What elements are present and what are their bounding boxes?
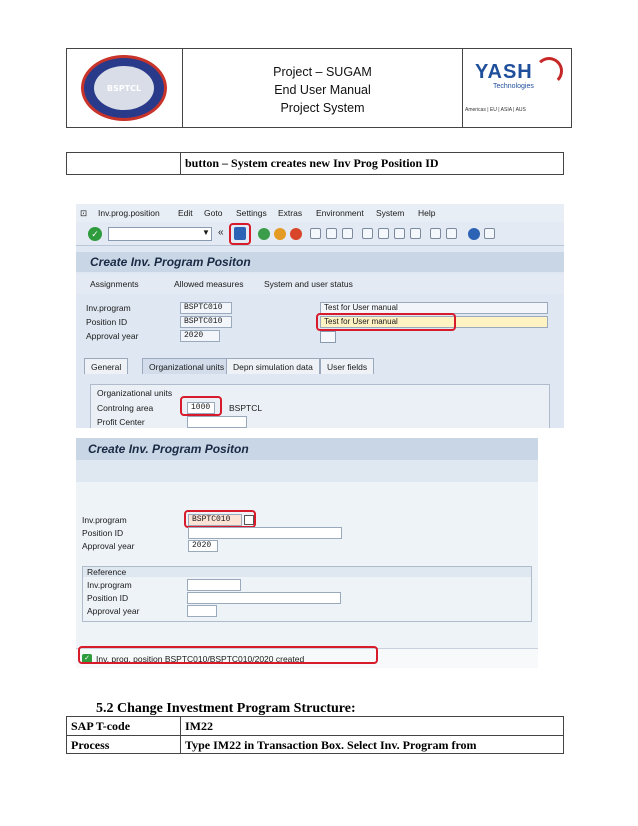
command-dropdown-icon[interactable]: ▼ <box>202 228 210 237</box>
inv-program-highlight <box>184 510 256 528</box>
section-heading: 5.2 Change Investment Program Structure: <box>96 701 356 716</box>
assignments-button[interactable]: Assignments <box>90 279 139 289</box>
tab-user-fields[interactable]: User fields <box>320 358 374 374</box>
menu-system[interactable]: System <box>376 208 405 218</box>
find-icon[interactable] <box>326 228 337 239</box>
row-key: Process <box>71 738 110 752</box>
ref-position-id-field[interactable] <box>187 592 341 604</box>
table-row <box>67 717 563 735</box>
yash-logo-regions: Americas | EU | ASIA | AUS <box>465 107 526 113</box>
shortcut-icon[interactable] <box>446 228 457 239</box>
menu-help[interactable]: Help <box>418 208 436 218</box>
previous-page-icon[interactable] <box>378 228 389 239</box>
tab-depn-simulation[interactable]: Depn simulation data <box>226 358 320 374</box>
status-message: Inv. prog. position BSPTC010/BSPTC010/2020 created <box>96 654 305 664</box>
menu-extras[interactable]: Extras <box>278 208 303 218</box>
menu-settings[interactable]: Settings <box>236 208 267 218</box>
status-highlight <box>78 646 378 664</box>
approval-year-label: Approval year <box>82 541 135 551</box>
controlling-area-text: BSPTCL <box>229 403 263 413</box>
org-units-group <box>90 384 550 428</box>
application-toolbar <box>76 274 564 294</box>
next-page-icon[interactable] <box>394 228 405 239</box>
last-page-icon[interactable] <box>410 228 421 239</box>
yash-logo-sub: Technologies <box>493 83 534 90</box>
layout-icon[interactable] <box>484 228 495 239</box>
system-user-status-button[interactable]: System and user status <box>264 279 353 289</box>
ref-approval-year-label: Approval year <box>87 606 140 616</box>
header-title-cell <box>183 49 463 127</box>
header-title-line3: Project System <box>280 101 365 115</box>
profit-center-field[interactable] <box>187 416 247 428</box>
controlling-area-field[interactable]: 1000 <box>187 402 215 414</box>
reference-group <box>82 566 532 622</box>
cancel-icon[interactable] <box>290 228 302 240</box>
ref-approval-year-field[interactable] <box>187 605 217 617</box>
tab-general[interactable]: General <box>84 358 128 374</box>
help-icon[interactable] <box>468 228 480 240</box>
position-id-label: Position ID <box>82 528 124 538</box>
yash-logo-arc <box>535 57 563 85</box>
standard-toolbar <box>76 222 564 246</box>
menu-icon[interactable]: ⊡ <box>80 208 88 218</box>
inv-program-label: Inv.program <box>86 303 131 313</box>
inv-program-desc: Test for User manual <box>320 302 548 314</box>
collapse-icon[interactable]: « <box>218 227 224 238</box>
tab-strip <box>84 358 564 374</box>
controlling-area-label: Controlng area <box>97 403 154 413</box>
row-value: IM22 <box>185 719 213 733</box>
enter-icon[interactable]: ✓ <box>88 227 102 241</box>
ref-position-id-label: Position ID <box>87 593 129 603</box>
first-page-icon[interactable] <box>362 228 373 239</box>
screen-title: Create Inv. Program Positon <box>76 252 564 272</box>
step-row <box>66 152 564 175</box>
header-left-cell <box>67 49 183 127</box>
menu-edit[interactable]: Edit <box>178 208 193 218</box>
menu-environment[interactable]: Environment <box>316 208 364 218</box>
save-highlight <box>229 223 251 245</box>
org-units-group-title: Organizational units <box>97 388 173 398</box>
profit-center-label: Profit Center <box>97 417 145 427</box>
ref-inv-program-label: Inv.program <box>87 580 132 590</box>
header-title-line1: Project – SUGAM <box>273 65 372 79</box>
approval-year-field[interactable]: 2020 <box>180 330 220 342</box>
tcode-table <box>66 716 564 754</box>
controlling-area-highlight <box>180 396 222 416</box>
sap-screen-created <box>76 438 538 668</box>
position-id-field[interactable]: BSPTC010 <box>180 316 232 328</box>
approval-year-field[interactable]: 2020 <box>188 540 218 552</box>
create-session-icon[interactable] <box>430 228 441 239</box>
table-row <box>67 735 563 753</box>
back-icon[interactable] <box>258 228 270 240</box>
header-title-line2: End User Manual <box>274 83 371 97</box>
inv-program-field[interactable]: BSPTC010 <box>188 514 242 526</box>
position-desc-highlight <box>316 313 456 331</box>
allowed-measures-button[interactable]: Allowed measures <box>174 279 244 289</box>
position-id-field[interactable] <box>188 527 342 539</box>
yash-logo: YASH <box>475 61 533 83</box>
tab-organizational-units[interactable]: Organizational units <box>142 358 231 374</box>
menu-bar <box>76 204 564 222</box>
bsptcl-logo-text: BSPTCL <box>106 84 142 93</box>
position-id-desc-field[interactable]: Test for User manual <box>320 316 548 328</box>
menu-goto[interactable]: Goto <box>204 208 223 218</box>
edit-long-text-icon[interactable] <box>320 331 336 343</box>
inv-program-field[interactable]: BSPTC010 <box>180 302 232 314</box>
screen2-title: Create Inv. Program Positon <box>76 438 538 460</box>
approval-year-label: Approval year <box>86 331 139 341</box>
bsptcl-logo <box>81 55 167 121</box>
header-table <box>66 48 572 128</box>
menu-inv-prog-position[interactable]: Inv.prog.position <box>98 208 160 218</box>
position-id-label: Position ID <box>86 317 128 327</box>
exit-icon[interactable] <box>274 228 286 240</box>
row-value: Type IM22 in Transaction Box. Select Inv. Program from <box>185 738 477 752</box>
header-right-cell <box>463 49 571 127</box>
step-row-text: button – System creates new Inv Prog Position ID <box>185 156 439 170</box>
success-icon: ✓ <box>82 654 92 664</box>
inv-program-label: Inv.program <box>82 515 127 525</box>
ref-inv-program-field[interactable] <box>187 579 241 591</box>
sap-screen-create <box>76 204 564 428</box>
find-next-icon[interactable] <box>342 228 353 239</box>
command-field[interactable] <box>108 227 212 241</box>
reference-title: Reference <box>87 567 127 577</box>
row-key: SAP T-code <box>71 719 131 733</box>
print-icon[interactable] <box>310 228 321 239</box>
